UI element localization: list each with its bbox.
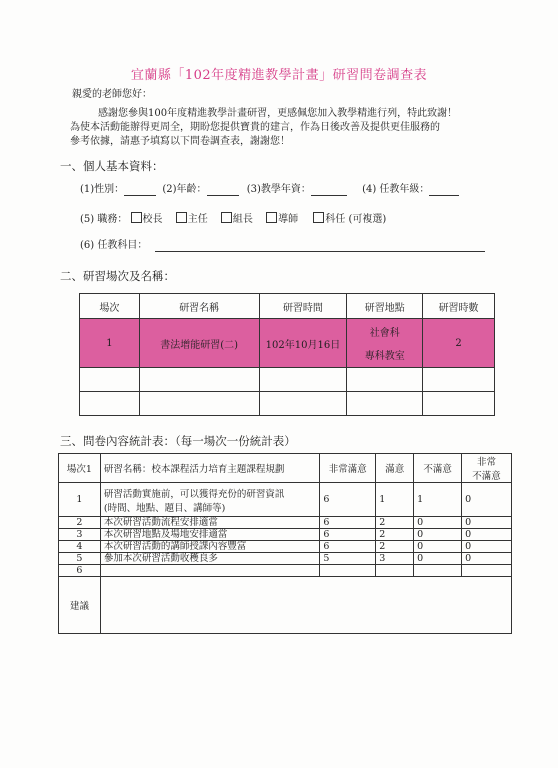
- survey-table-header: [59, 454, 512, 483]
- session-blank-row: [80, 392, 495, 416]
- principal-label: 校長: [142, 214, 163, 225]
- session-table: [79, 293, 495, 416]
- question-text-line-2: (時間、地點、題目、講師等): [103, 502, 226, 514]
- grade-field[interactable]: [429, 195, 459, 196]
- question-number: 3: [59, 529, 101, 541]
- question-number: 6: [59, 565, 101, 577]
- session-place-line-2: 專科教室: [364, 351, 405, 362]
- position-row: [80, 212, 386, 226]
- gender-field[interactable]: [124, 195, 156, 196]
- years-label: (3)教學年資：: [246, 184, 311, 195]
- age-field[interactable]: [207, 195, 239, 196]
- question-text: 本次研習地點及場地安排適當: [100, 529, 319, 541]
- very-unsatisfied-count: 0: [462, 517, 512, 529]
- header-hours: 研習時數: [423, 294, 495, 319]
- age-label: (2)年齡：: [162, 184, 207, 195]
- satisfied-count: 1: [376, 483, 414, 517]
- question-text-line-1: 研習活動實施前，可以獲得充份的研習資訊: [103, 488, 285, 500]
- session-name: 書法增能研習(二): [139, 319, 259, 368]
- question-text: 參加本次研習活動收穫良多: [100, 553, 319, 565]
- session-hours: 2: [423, 319, 495, 368]
- very-satisfied-count: 6: [320, 517, 376, 529]
- header-unsatisfied: 不滿意: [414, 454, 462, 483]
- question-text: 本次研習活動流程安排適當: [100, 517, 319, 529]
- section-3-heading: 三、問卷內容統計表：（每一場次一份統計表）: [60, 434, 296, 448]
- table-row: [59, 529, 512, 541]
- grade-label: (4) 任教年級：: [362, 184, 430, 195]
- table-row: [59, 553, 512, 565]
- greeting: 親愛的老師您好：: [72, 89, 152, 100]
- very-unsatisfied-count: 0: [462, 553, 512, 565]
- session-place-line-1: 社會科: [369, 328, 400, 339]
- years-field[interactable]: [311, 195, 347, 196]
- unsatisfied-count: 0: [414, 517, 462, 529]
- very-satisfied-count: 6: [320, 541, 376, 553]
- satisfied-count: 2: [376, 541, 414, 553]
- director-label: 主任: [187, 214, 208, 225]
- question-number: 1: [59, 483, 101, 517]
- session-blank-row: [80, 368, 495, 392]
- gender-label: (1)性別：: [80, 184, 125, 195]
- survey-session-label: 場次1: [59, 454, 101, 483]
- table-row: [59, 565, 512, 577]
- survey-topic: 研習名稱：校本課程活力培育主題課程規劃: [100, 454, 319, 483]
- suggestion-field[interactable]: [100, 577, 511, 634]
- header-very-satisfied: 非常滿意: [320, 454, 376, 483]
- table-row: [59, 483, 512, 517]
- session-time: 102年10月16日: [259, 319, 347, 368]
- suggestion-row: [59, 577, 512, 634]
- section-2-heading: 二、研習場次及名稱：: [60, 269, 175, 283]
- subject-label: (6) 任教科目：: [80, 240, 148, 251]
- basic-info-row-1: [80, 184, 459, 196]
- table-row: [59, 517, 512, 529]
- session-table-header: [80, 294, 495, 319]
- director-checkbox[interactable]: [176, 212, 187, 223]
- principal-checkbox[interactable]: [131, 212, 142, 223]
- header-very-unsatisfied: [462, 454, 512, 483]
- homeroom-teacher-label: 導師: [278, 214, 299, 225]
- question-number: 5: [59, 553, 101, 565]
- suggestion-label: 建議: [59, 577, 101, 634]
- very-unsatisfied-count: 0: [462, 541, 512, 553]
- header-very-unsatisfied-line-1: 非常: [477, 457, 497, 468]
- satisfied-count: 2: [376, 529, 414, 541]
- intro-line-2: 為使本活動能辦得更周全，期盼您提供寶貴的建言，作為日後改善及提供更佳服務的: [70, 122, 440, 133]
- header-satisfied: 滿意: [376, 454, 414, 483]
- unsatisfied-count: 0: [414, 541, 462, 553]
- question-text: 本次研習活動的講師授課內容豐富: [100, 541, 319, 553]
- very-unsatisfied-count: 0: [462, 483, 512, 517]
- subject-field[interactable]: [155, 251, 485, 252]
- section-chief-checkbox[interactable]: [221, 212, 232, 223]
- position-label: (5) 職務：: [80, 214, 128, 225]
- survey-table: [58, 453, 512, 634]
- unsatisfied-count: 0: [414, 553, 462, 565]
- intro-line-1: 感謝您參與100年度精進教學計畫研習，更感佩您加入教學精進行列，特此致謝！: [98, 108, 458, 119]
- question-text: [100, 483, 319, 517]
- header-place: 研習地點: [347, 294, 423, 319]
- question-number: 2: [59, 517, 101, 529]
- session-number: 1: [80, 319, 140, 368]
- intro-line-3: 參考依據，請惠予填寫以下問卷調查表，謝謝您！: [70, 136, 290, 147]
- header-very-unsatisfied-line-2: 不滿意: [472, 471, 501, 482]
- multi-select-note: (可複選): [348, 214, 387, 225]
- very-satisfied-count: 6: [320, 483, 376, 517]
- section-chief-label: 組長: [232, 214, 253, 225]
- session-row: [80, 319, 495, 368]
- header-name: 研習名稱: [139, 294, 259, 319]
- subject-teacher-checkbox[interactable]: [313, 212, 324, 223]
- very-satisfied-count: 6: [320, 529, 376, 541]
- question-number: 4: [59, 541, 101, 553]
- homeroom-teacher-checkbox[interactable]: [266, 212, 277, 223]
- section-1-heading: 一、個人基本資料：: [60, 159, 164, 173]
- document-title: 宜蘭縣「102年度精進教學計畫」研習問卷調查表: [130, 68, 428, 83]
- very-unsatisfied-count: 0: [462, 529, 512, 541]
- subject-teacher-label: 科任: [325, 214, 346, 225]
- very-satisfied-count: 5: [320, 553, 376, 565]
- header-time: 研習時間: [259, 294, 347, 319]
- satisfied-count: 3: [376, 553, 414, 565]
- header-session: 場次: [80, 294, 140, 319]
- unsatisfied-count: 0: [414, 529, 462, 541]
- subject-row: [80, 240, 485, 252]
- satisfied-count: 2: [376, 517, 414, 529]
- session-place: [347, 319, 423, 368]
- table-row: [59, 541, 512, 553]
- unsatisfied-count: 1: [414, 483, 462, 517]
